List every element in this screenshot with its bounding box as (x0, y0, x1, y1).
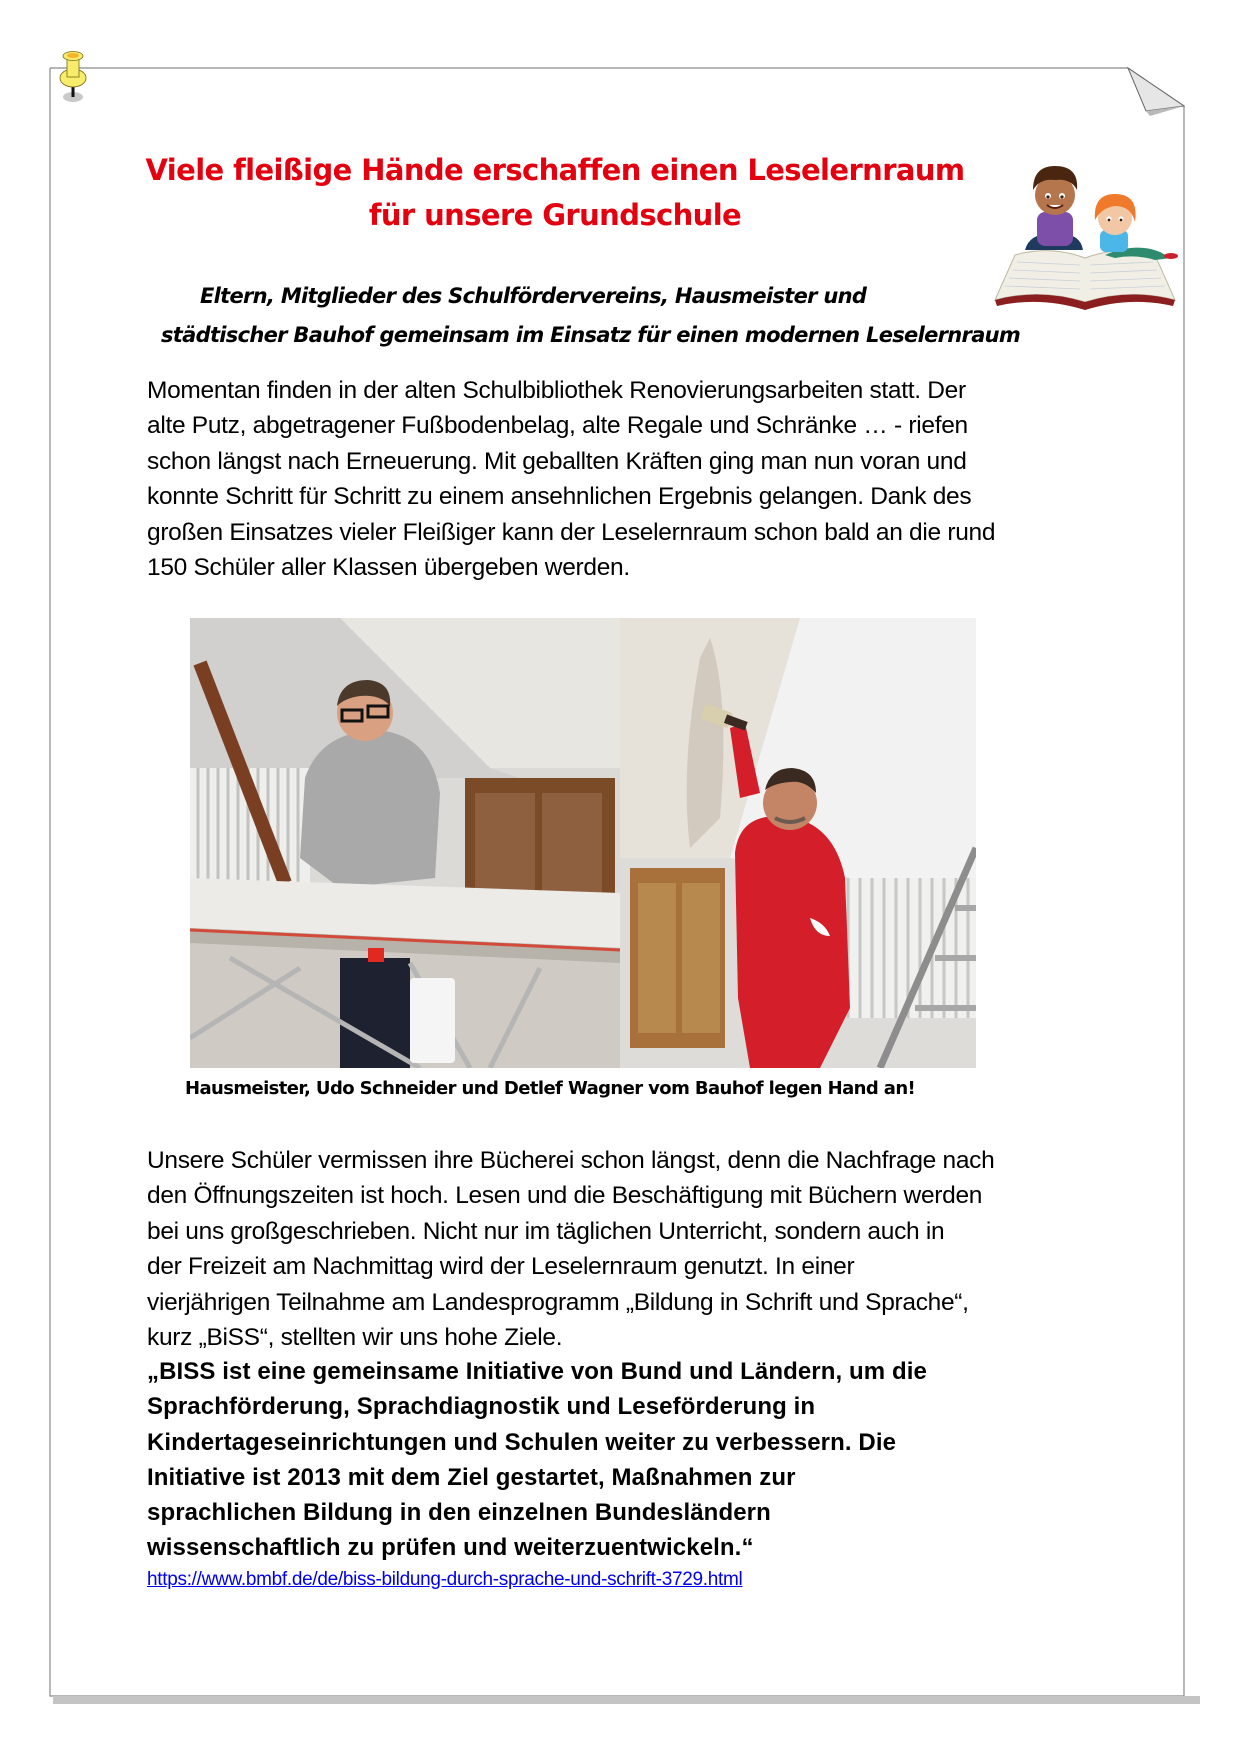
photo-bauhof-worker (620, 618, 976, 1068)
quote-line: sprachlichen Bildung in den einzelnen Bundesländern (147, 1499, 771, 1527)
text-line: kurz „BiSS“, stellten wir uns hohe Ziele. (147, 1324, 563, 1352)
pushpin-icon (58, 48, 88, 108)
article-title (140, 148, 970, 238)
text-line: 150 Schüler aller Klassen übergeben werden. (147, 554, 630, 582)
text-line: Unsere Schüler vermissen ihre Bücherei schon längst, denn die Nachfrage nach (147, 1147, 995, 1174)
text-line: der Freizeit am Nachmittag wird der Leselernraum genutzt. In einer (147, 1253, 855, 1281)
subtitle-line: Eltern, Mitglieder des Schulfördervereins, Hausmeister und (200, 284, 867, 308)
paragraph-intro (147, 373, 1107, 585)
page-shadow (53, 1696, 1200, 1704)
text-line: Momentan finden in der alten Schulbibliothek Renovierungsarbeiten statt. Der (147, 377, 966, 404)
source-link[interactable]: https://www.bmbf.de/de/biss-bildung-durch-sprache-und-schrift-3729.html (147, 1569, 743, 1590)
quote-line: „BISS ist eine gemeinsame Initiative von Bund und Ländern, um die (147, 1358, 927, 1385)
text-line: alte Putz, abgetragener Fußbodenbelag, alte Regale und Schränke … - riefen (147, 412, 968, 440)
text-line: den Öffnungszeiten ist hoch. Lesen und die Beschäftigung mit Büchern werden (147, 1182, 983, 1210)
subtitle-line: städtischer Bauhof gemeinsam im Einsatz für einen modernen Leselernraum (161, 323, 1021, 347)
quote-line: Sprachförderung, Sprachdiagnostik und Leseförderung in (147, 1393, 816, 1421)
photo-collage (190, 618, 976, 1068)
quote-line: wissenschaftlich zu prüfen und weiterzuentwickeln.“ (147, 1534, 754, 1562)
biss-quote (147, 1354, 927, 1566)
title-line: Viele fleißige Hände erschaffen einen Leselernraum (145, 153, 965, 187)
text-line: schon längst nach Erneuerung. Mit geballten Kräften ging man nun voran und (147, 447, 967, 475)
text-line: großen Einsatzes vieler Fleißiger kann der Leselernraum schon bald an die rund (147, 518, 996, 546)
quote-line: Kindertageseinrichtungen und Schulen weiter zu verbessern. Die (147, 1428, 897, 1456)
text-line: konnte Schritt für Schritt zu einem ansehnlichen Ergebnis gelangen. Dank des (147, 483, 972, 511)
children-reading-illustration (985, 150, 1185, 315)
text-line: bei uns großgeschrieben. Nicht nur im täglichen Unterricht, sondern auch in (147, 1217, 945, 1245)
text-line: vierjährigen Teilnahme am Landesprogramm „Bildung in Schrift und Sprache“, (147, 1288, 969, 1316)
quote-line: Initiative ist 2013 mit dem Ziel gestartet, Maßnahmen zur (147, 1463, 796, 1491)
photo-hausmeister (190, 618, 620, 1068)
title-line: für unsere Grundschule (368, 198, 742, 232)
photo-caption: Hausmeister, Udo Schneider und Detlef Wagner vom Bauhof legen Hand an! (185, 1078, 916, 1099)
paragraph-library (147, 1143, 1107, 1355)
